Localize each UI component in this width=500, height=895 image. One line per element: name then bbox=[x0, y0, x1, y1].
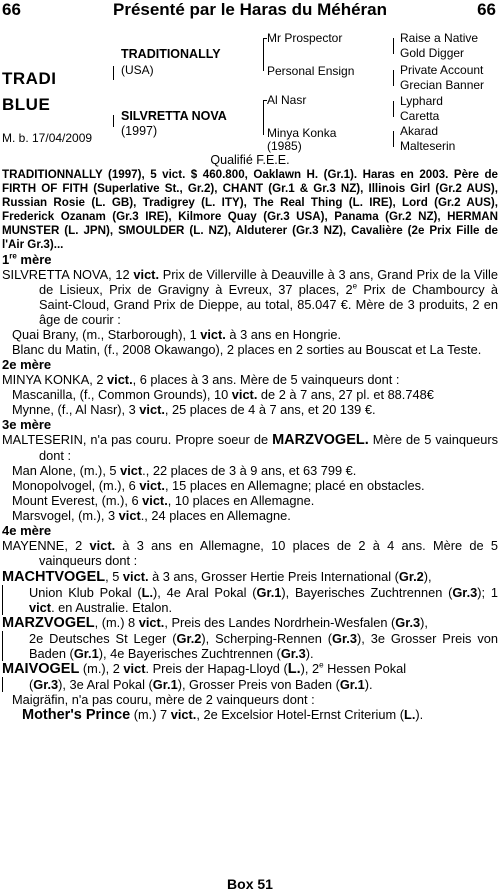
dam-year: (1997) bbox=[121, 124, 158, 138]
produce-machtvogel-detail: Union Klub Pokal (L.), 4e Aral Pokal (Gr.1), Bayerisches Zuchtrennen (Gr.3); 1 vict. en Australie. Etalon. bbox=[2, 585, 498, 615]
horse-name-line2: BLUE bbox=[2, 95, 51, 114]
produce-item: Marsvogel, (m.), 3 vict., 24 places en Allemagne. bbox=[12, 508, 291, 523]
produce-maivogel: MAIVOGEL (m.), 2 vict. Preis der Hapag-Lloyd (L.), 2e Hessen Pokal bbox=[2, 660, 407, 677]
dam-dam-year: (1985) bbox=[267, 139, 302, 153]
dsd: Caretta bbox=[400, 109, 440, 123]
ddd: Malteserin bbox=[400, 139, 456, 153]
dam4-paragraph: MAYENNE, 2 vict. à 3 ans en Allemagne, 10 places de 2 à 4 ans. Mère de 5 vainqueurs dont : bbox=[2, 538, 498, 568]
dam-dam: Minya Konka bbox=[267, 126, 337, 140]
sire-sire: Mr Prospector bbox=[267, 31, 343, 45]
sds: Private Account bbox=[400, 63, 484, 77]
sire-paragraph: TRADITIONNALLY (1997), 5 vict. $ 460.800, Oaklawn H. (Gr.1). Haras en 2003. Père de FIRTH OF FITH (Superlative St., Gr.2), CHANT (Gr.1 & Gr.3 NZ), Illinois Girl (Gr.2 AUS), Russian Rosie (L. GB), Tradigrey (L. ITY), The Real Thing (L. IRE), Lord (Gr.2 AUS), Frederick Ozanam (Gr.3 IRE), Kilmore Quay (Gr.3 USA), Panama (Gr.2 NZ), HERMAN MUNSTER (L. JPN), SMOULDER (L. NZ), Alduterer (Gr.3 NZ), Cavalière (2e Prix Fille de l'Air Gr.3)... bbox=[2, 168, 498, 251]
produce-item: Quai Brany, (m., Starborough), 1 vict. à 3 ans en Hongrie. bbox=[12, 327, 342, 342]
dds: Akarad bbox=[400, 124, 439, 138]
sire-name: TRADITIONALLY bbox=[121, 47, 221, 61]
dam3-paragraph: MALTESERIN, n'a pas couru. Propre soeur de MARZVOGEL. Mère de 5 vainqueurs dont : bbox=[2, 432, 498, 463]
produce-marzvogel: MARZVOGEL, (m.) 8 vict., Preis des Landes Nordrhein-Wesfalen (Gr.3), bbox=[2, 615, 428, 631]
lot-number-right: 66 bbox=[477, 0, 496, 19]
lot-number-left: 66 bbox=[2, 0, 21, 19]
produce-item: Man Alone, (m.), 5 vict., 22 places de 3 à 9 ans, et 63 799 €. bbox=[12, 463, 357, 478]
dam2-paragraph: MINYA KONKA, 2 vict., 6 places à 3 ans. Mère de 5 vainqueurs dont : bbox=[2, 372, 400, 387]
produce-machtvogel: MACHTVOGEL, 5 vict. à 3 ans, Grosser Hertie Preis International (Gr.2), bbox=[2, 569, 432, 585]
dss: Lyphard bbox=[400, 94, 443, 108]
produce-marzvogel-detail: 2e Deutsches St Leger (Gr.2), Scherping-Rennen (Gr.3), 3e Grosser Preis von Baden (Gr.1), 4e Bayerisches Zuchtrennen (Gr.3). bbox=[2, 631, 498, 661]
box-number: Box 51 bbox=[227, 876, 273, 892]
dam-sire: Al Nasr bbox=[267, 93, 307, 107]
pedigree-notes bbox=[2, 168, 498, 723]
section-4th-dam: 4e mère bbox=[2, 523, 52, 538]
qualification: Qualifié F.E.E. bbox=[210, 153, 290, 167]
produce-item: Blanc du Matin, (f., 2008 Okawango), 2 places en 2 sorties au Bouscat et La Teste. bbox=[12, 342, 482, 357]
section-1st-dam: 1re mère bbox=[2, 251, 52, 267]
produce-item: Mynne, (f., Al Nasr), 3 vict., 25 places de 4 à 7 ans, et 20 139 €. bbox=[12, 402, 376, 417]
section-2nd-dam: 2e mère bbox=[2, 357, 52, 372]
horse-name-line1: TRADI bbox=[2, 69, 57, 88]
produce-item: Mount Everest, (m.), 6 vict., 10 places en Allemagne. bbox=[12, 493, 315, 508]
horse-info: M. b. 17/04/2009 bbox=[2, 131, 93, 145]
produce-item: Monopolvogel, (m.), 6 vict., 15 places en Allemagne; placé en obstacles. bbox=[12, 478, 425, 493]
produce-maigrafin: Maigräfin, n'a pas couru, mère de 2 vainqueurs dont : bbox=[12, 692, 315, 707]
dam1-paragraph: SILVRETTA NOVA, 12 vict. Prix de Villerville à Deauville à 3 ans, Grand Prix de la Ville de Lisieux, Prix de Gravigny à Evreux, 37 places, 2e Prix de Chambourcy à Saint-Cloud, Grand Prix de Dieppe, au total, 85.047 €. Mère de 3 produits, 2 en âge de courir : bbox=[2, 267, 499, 327]
sss: Raise a Native bbox=[400, 31, 479, 45]
produce-maivogel-detail: (Gr.3), 3e Aral Pokal (Gr.1), Grosser Preis von Baden (Gr.1). bbox=[2, 677, 498, 692]
ssd: Gold Digger bbox=[400, 46, 465, 60]
page-title: Présenté par le Haras du Méhéran bbox=[112, 0, 387, 19]
sire-dam: Personal Ensign bbox=[267, 64, 355, 78]
section-3rd-dam: 3e mère bbox=[2, 417, 52, 432]
dam-name: SILVRETTA NOVA bbox=[121, 109, 227, 123]
produce-item: Mascanilla, (f., Common Grounds), 10 vict. de 2 à 7 ans, 27 pl. et 88.748€ bbox=[12, 387, 434, 402]
sire-country: (USA) bbox=[121, 63, 154, 77]
sdd: Grecian Banner bbox=[400, 78, 485, 92]
produce-mothers-prince: Mother's Prince (m.) 7 vict., 2e Excelsior Hotel-Ernst Criterium (L.). bbox=[22, 707, 424, 723]
